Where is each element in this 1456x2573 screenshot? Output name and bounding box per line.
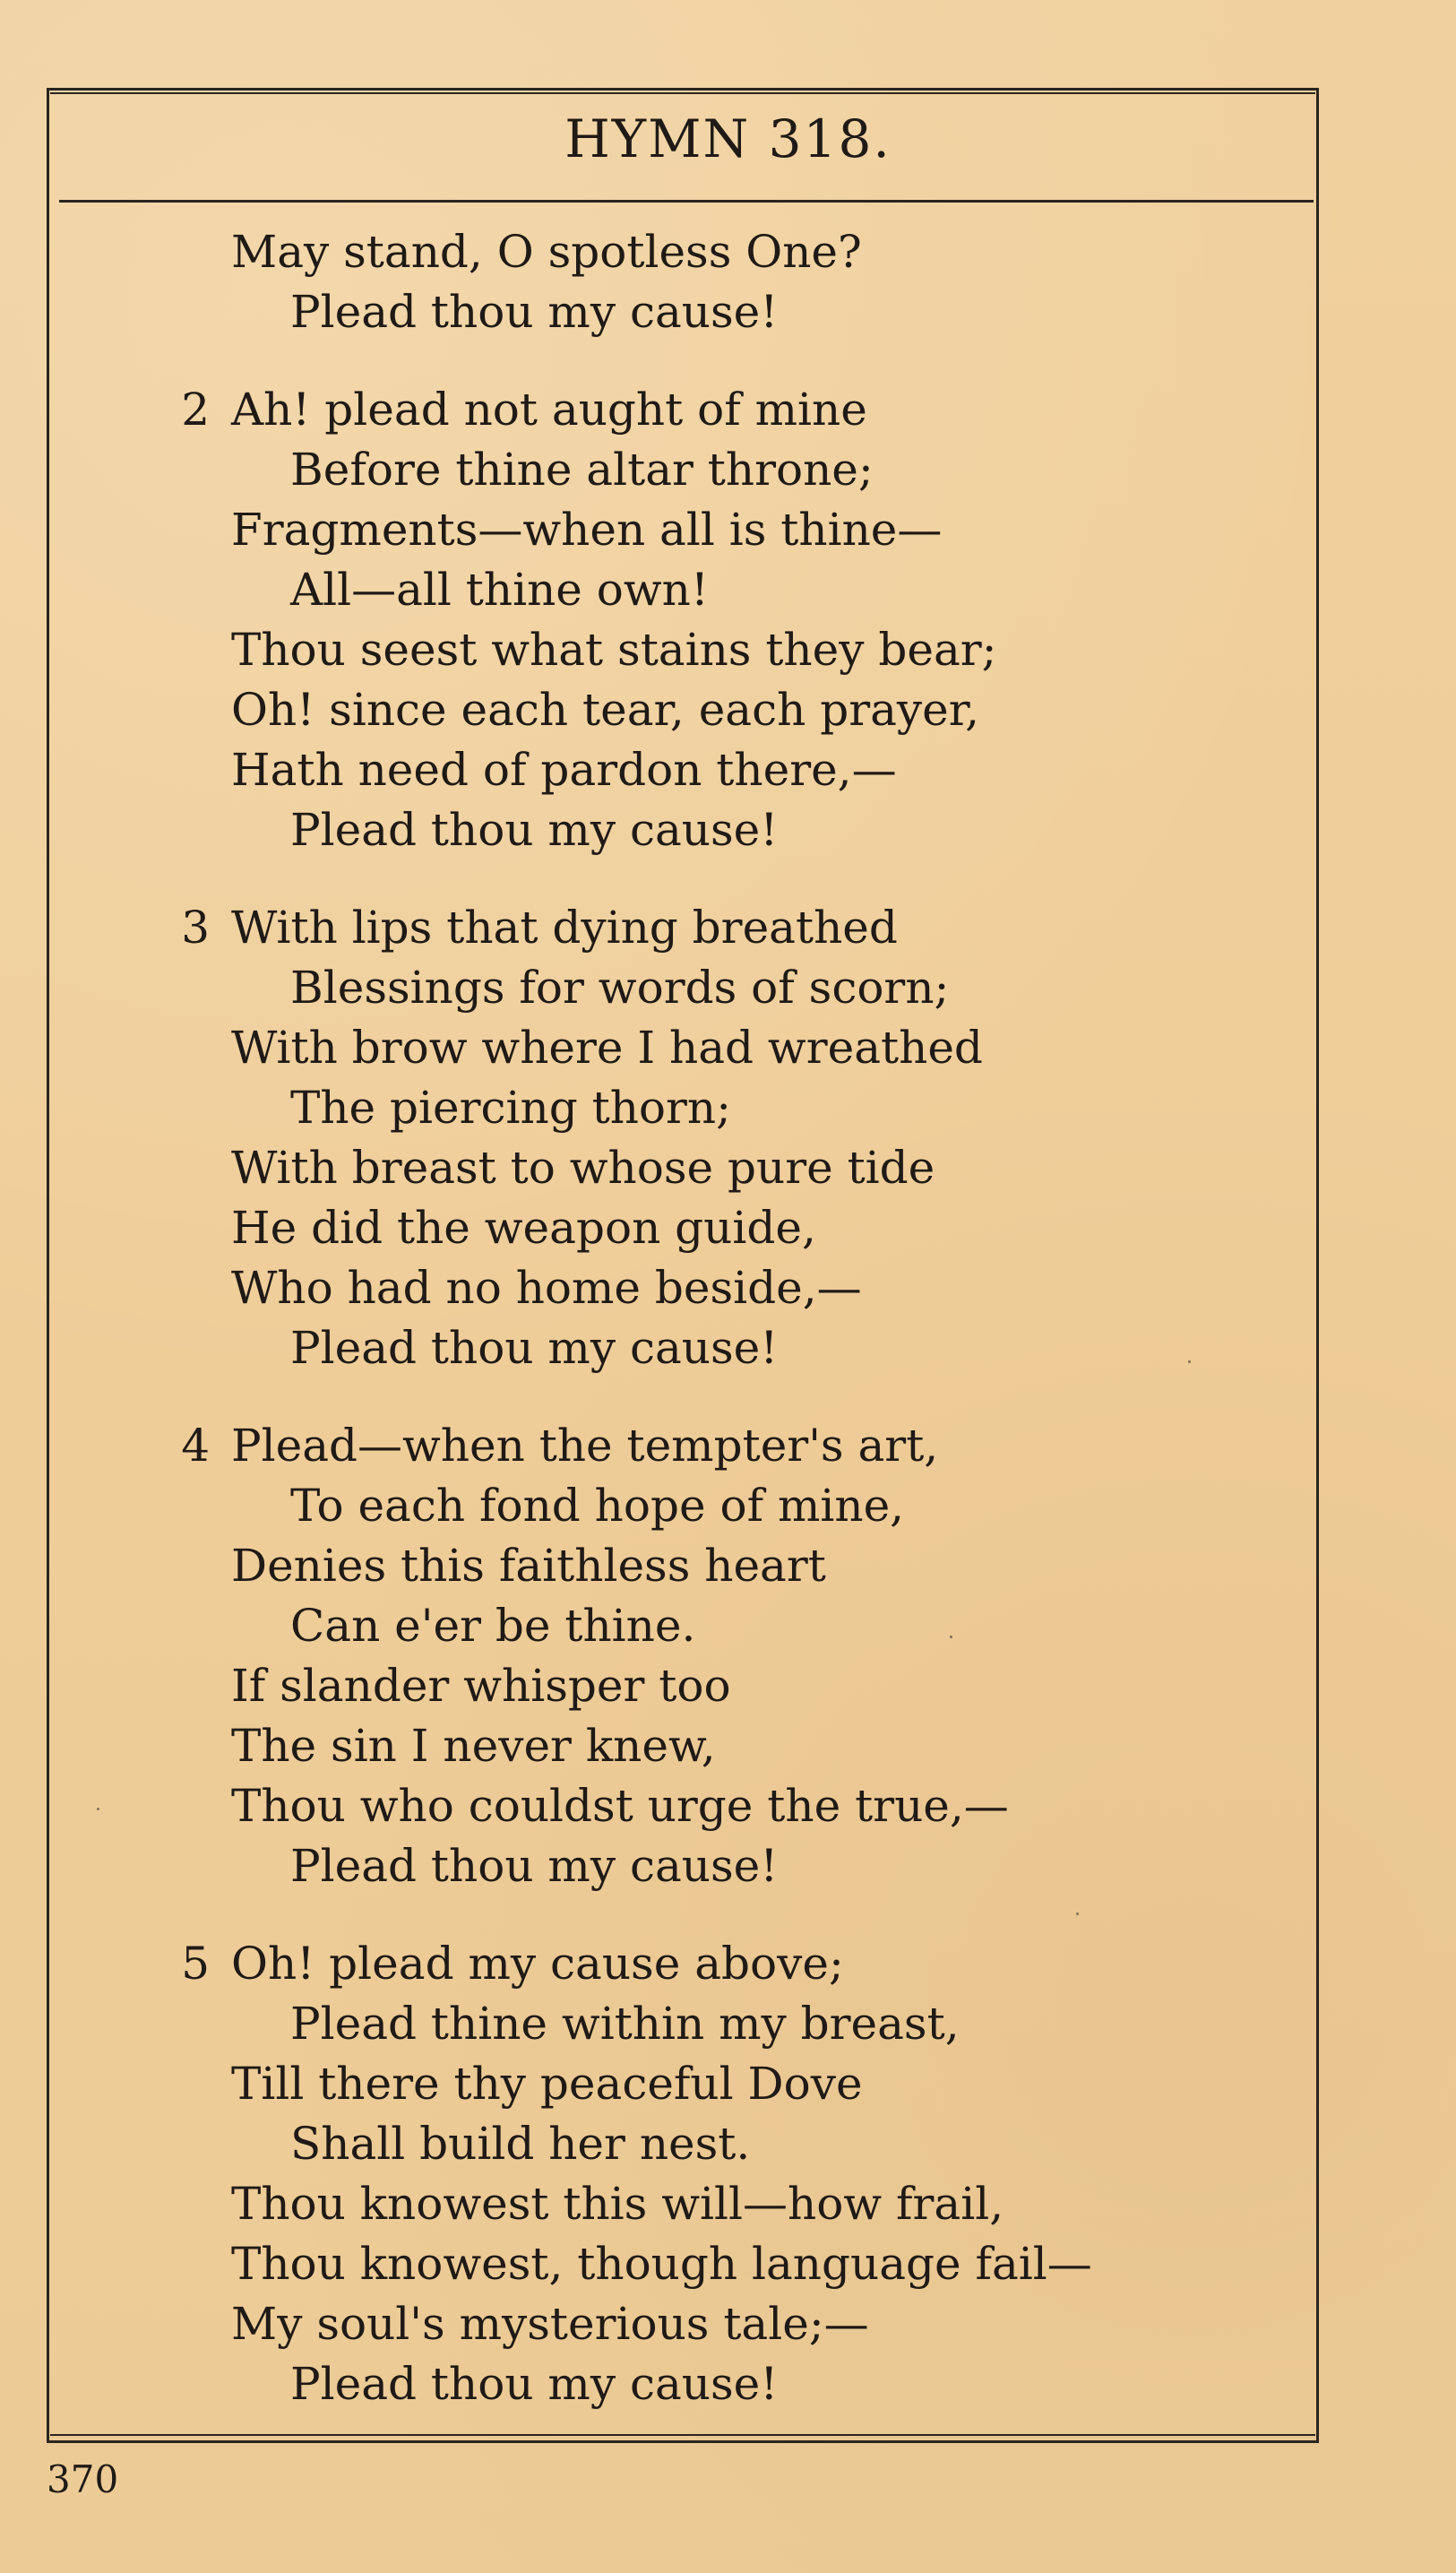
line-text: With lips that dying breathed (231, 902, 898, 954)
hymn-line (231, 2234, 1324, 2294)
hymn-line (181, 898, 1324, 958)
hymn-line (290, 560, 1324, 620)
paper-speck (950, 1636, 952, 1638)
line-text: The sin I never knew, (231, 1720, 716, 1772)
hymn-title: HYMN 318. (564, 108, 892, 169)
hymn-line (290, 2114, 1324, 2174)
hymn-line (231, 2294, 1324, 2354)
line-text: Plead thou my cause! (290, 286, 779, 338)
line-text: Thou seest what stains they bear; (231, 624, 997, 676)
line-text: Oh! plead my cause above; (231, 1938, 844, 1990)
hymn-line (231, 1138, 1324, 1198)
hymn-line (290, 2354, 1324, 2414)
line-text: Plead thou my cause! (290, 1840, 779, 1892)
hymn-line (231, 1776, 1324, 1836)
stanza (181, 1934, 1324, 2414)
hymn-line (231, 740, 1324, 800)
hymn-line (231, 222, 1324, 282)
header-top-rule (50, 92, 1315, 94)
hymn-line (231, 2174, 1324, 2234)
hymn-line (181, 1934, 1324, 1994)
line-text: Till there thy peaceful Dove (231, 2058, 863, 2110)
line-text: Plead thou my cause! (290, 1322, 779, 1374)
hymn-line (231, 1198, 1324, 1258)
hymn-line (231, 1716, 1324, 1776)
hymn-text (181, 222, 1324, 2414)
hymn-line (231, 680, 1324, 740)
hymn-line (290, 800, 1324, 860)
stanza (181, 898, 1324, 1378)
page-number: 370 (47, 2457, 119, 2501)
line-text: Plead—when the tempter's art, (231, 1420, 939, 1472)
verse-number: 2 (181, 384, 210, 436)
line-text: All—all thine own! (290, 564, 709, 616)
hymn-line (231, 1536, 1324, 1596)
line-text: Hath need of pardon there,— (231, 744, 897, 796)
header-bottom-rule (59, 200, 1314, 203)
hymn-line (231, 1018, 1324, 1078)
hymn-line (231, 2054, 1324, 2114)
line-text: Thou knowest, though language fail— (231, 2238, 1092, 2290)
hymn-line (231, 1656, 1324, 1716)
line-text: With brow where I had wreathed (231, 1022, 983, 1074)
hymn-line (290, 1318, 1324, 1378)
stanza (181, 380, 1324, 860)
line-text: May stand, O spotless One? (231, 226, 862, 278)
verse-number: 3 (181, 902, 210, 954)
hymn-line (290, 1836, 1324, 1896)
paper-speck (97, 1808, 99, 1810)
line-text: Denies this faithless heart (231, 1540, 826, 1592)
verse-number: 5 (181, 1938, 210, 1990)
line-text: Plead thine within my breast, (290, 1998, 960, 2050)
hymn-line (290, 1596, 1324, 1656)
line-text: Fragments—when all is thine— (231, 504, 943, 556)
footer-rule (50, 2434, 1315, 2436)
line-text: Plead thou my cause! (290, 2358, 779, 2410)
hymn-line (290, 440, 1324, 500)
line-text: If slander whisper too (231, 1660, 731, 1712)
line-text: Blessings for words of scorn; (290, 962, 950, 1014)
line-text: Can e'er be thine. (290, 1600, 696, 1652)
line-text: Thou knowest this will—how frail, (231, 2178, 1004, 2230)
hymn-line (181, 1416, 1324, 1476)
stanza (231, 222, 1324, 342)
hymn-line (181, 380, 1324, 440)
line-text: Plead thou my cause! (290, 804, 779, 856)
hymn-line (290, 1078, 1324, 1138)
stanza (181, 1416, 1324, 1896)
line-text: With breast to whose pure tide (231, 1142, 935, 1194)
hymn-line (290, 958, 1324, 1018)
line-text: The piercing thorn; (290, 1082, 731, 1134)
paper-speck (1076, 1912, 1079, 1915)
hymn-line (290, 282, 1324, 342)
verse-number: 4 (181, 1420, 210, 1472)
line-text: Who had no home beside,— (231, 1262, 862, 1314)
hymn-line (231, 500, 1324, 560)
hymn-line (231, 1258, 1324, 1318)
line-text: Oh! since each tear, each prayer, (231, 684, 980, 736)
line-text: To each fond hope of mine, (290, 1480, 905, 1532)
line-text: Before thine altar throne; (290, 444, 874, 496)
line-text: Thou who couldst urge the true,— (231, 1780, 1009, 1832)
line-text: Ah! plead not aught of mine (231, 384, 867, 436)
line-text: My soul's mysterious tale;— (231, 2298, 869, 2350)
line-text: He did the weapon guide, (231, 1202, 816, 1254)
paper-speck (1188, 1360, 1191, 1363)
hymn-line (231, 620, 1324, 680)
hymn-line (290, 1994, 1324, 2054)
hymn-line (290, 1476, 1324, 1536)
line-text: Shall build her nest. (290, 2118, 751, 2170)
